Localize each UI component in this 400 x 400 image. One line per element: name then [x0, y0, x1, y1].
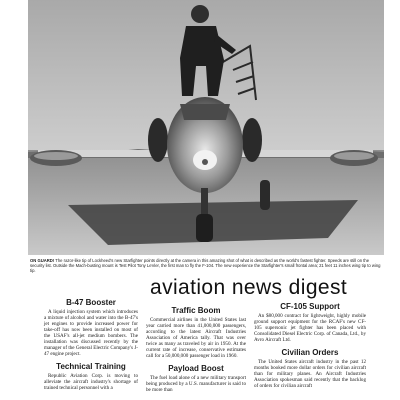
caption-lead: ON GUARD!: [30, 258, 55, 263]
section-heading: B-47 Booster: [66, 298, 116, 307]
article-paragraph: An $80,000 contract for lightweight, highly mobile ground support equipment for the RCAF's new CF-105 supersonic jet fighter has been placed with Consolidated Diesel Electric Corp. of Canada, Ltd., by Avro Aircraft Ltd.: [254, 313, 366, 344]
article-paragraph: The fuel load alone of a new military transport being produced by a U.S. manufacturer is said to be more than: [146, 375, 246, 394]
article-paragraph: Republic Aviation Corp. is moving to alleviate the aircraft industry's shortage of trained technical personnel with a: [44, 373, 138, 392]
caption-text: The razor-like tip of Lockheed's new Starfighter points directly at the camera in this amazing shot of what is described as the world's fastest fighter. Speeds are still on the security list. Outside the Mach-busting mount is Test Pilot Tony LeVier, the first man to fly the F-104. The new experience the Starfighter's small frontal area; 21 feet 11 inches wing tip to wing tip.: [30, 258, 381, 274]
photo-caption: [30, 258, 382, 274]
article-paragraph: The United States aircraft industry in the past 12 months booked more dollar orders for civilian aircraft than for military planes. An Aircraft Industries Association spokesman said recently that the backlog of orders for civilian aircraft: [254, 359, 366, 390]
column-2: [146, 306, 246, 393]
section-heading: Technical Training: [56, 362, 126, 372]
starfighter-photo: [28, 0, 384, 255]
column-1: [44, 298, 138, 392]
article-paragraph: Commercial airlines in the United States last year carried more than 41,000,000 passengers, according to the latest Aircraft Industries Association of America tally. That was over twice as many as traveled by air in 1950. At the current rate of increase, conservative estimates call for a 50,000,000 passenger load in 1960.: [146, 317, 246, 360]
section-heading: Civilian Orders: [281, 348, 339, 358]
section-heading: Traffic Boom: [171, 306, 221, 315]
section-heading: Payload Boost: [168, 364, 224, 374]
column-3: [254, 302, 366, 389]
article-paragraph: A liquid injection system which introduces a mixture of alcohol and water into the B-47's jet engines to provide increased power for take-off has now been installed on most of the USAF's all-jet medium bombers. The installation was discussed recently by the manager of the General Electric Company's J-47 engine project.: [44, 309, 138, 358]
section-heading: CF-105 Support: [280, 302, 340, 311]
page-headline: aviation news digest: [150, 276, 348, 299]
